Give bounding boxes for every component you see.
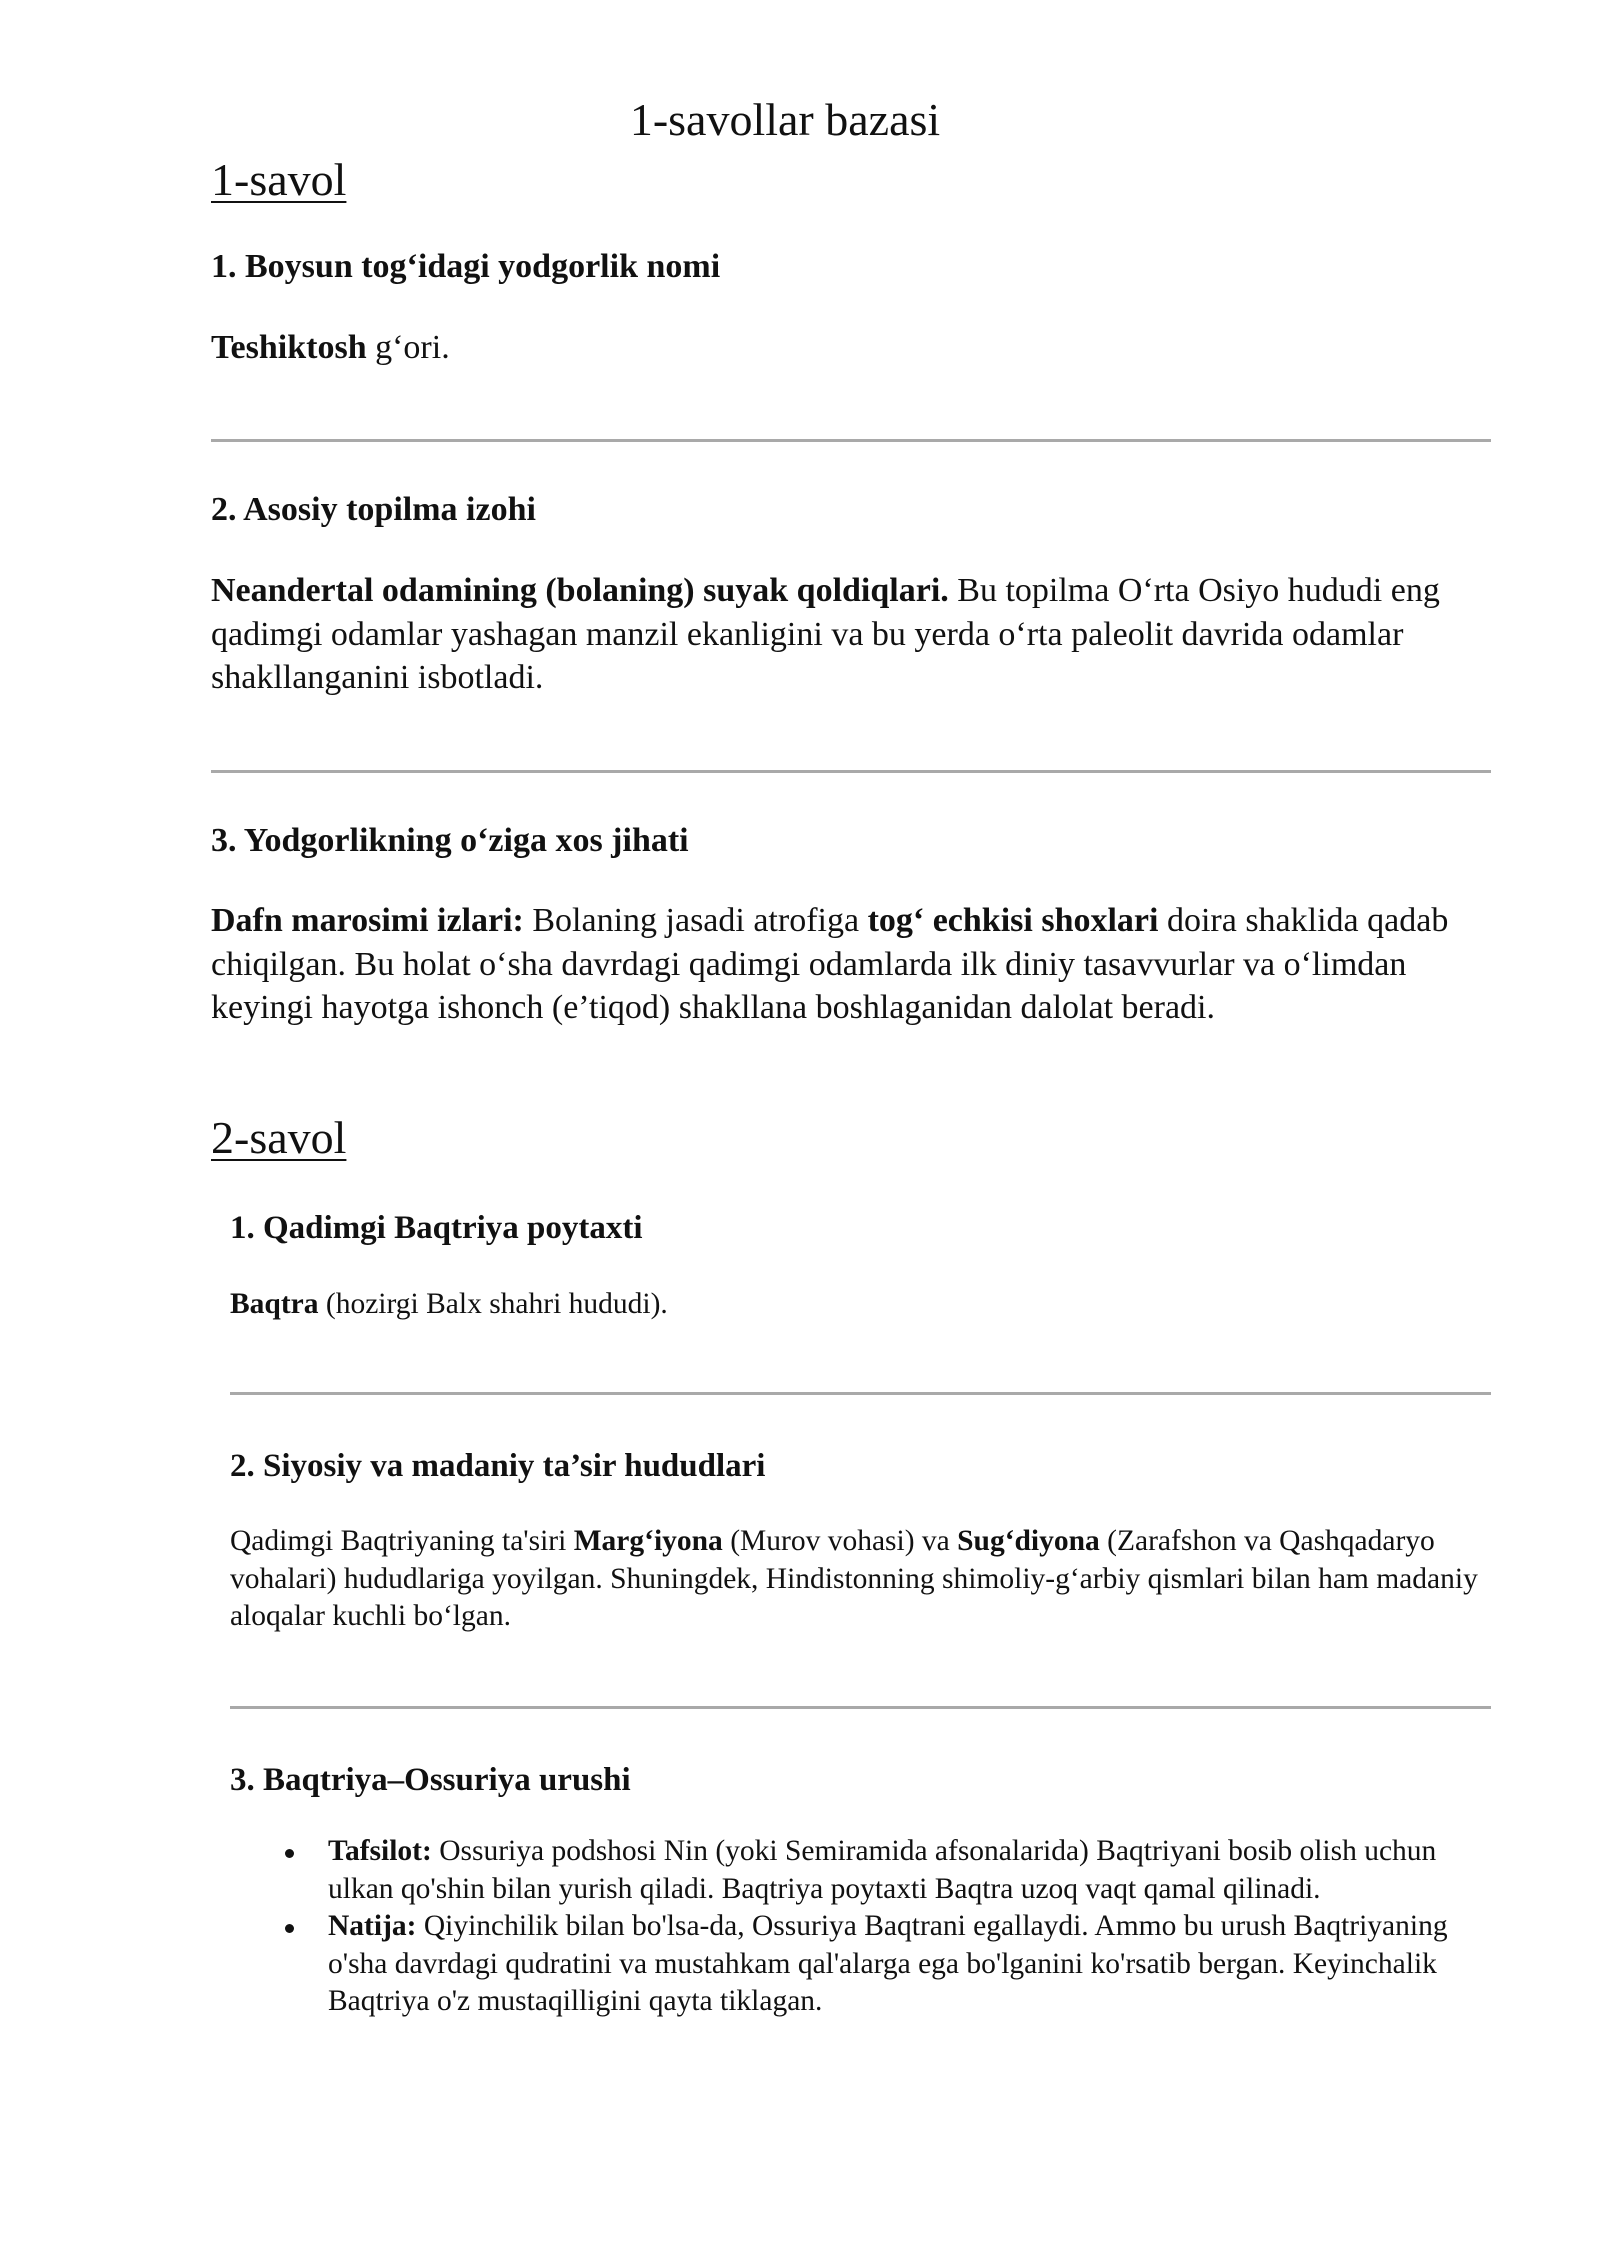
horizontal-divider <box>211 770 1491 773</box>
bullet-icon <box>285 1924 294 1933</box>
list-item <box>230 1833 1490 1908</box>
answer-highlight: Baqtra <box>230 1288 319 1320</box>
answer-text: Bolaning jasadi atrofiga <box>523 902 868 939</box>
answer-highlight: Sug‘diyona <box>957 1525 1100 1557</box>
bullet-icon <box>285 1849 294 1858</box>
question-heading: 2. Siyosiy va madaniy ta’sir hududlari <box>230 1448 766 1484</box>
question-answer <box>230 1286 1490 1324</box>
question-heading: 2. Asosiy topilma izohi <box>211 491 536 528</box>
question-answer <box>230 1523 1490 1636</box>
bullet-label: Tafsilot: <box>328 1835 432 1867</box>
document-title: 1-savollar bazasi <box>629 94 941 145</box>
horizontal-divider <box>230 1706 1491 1709</box>
question-answer <box>211 899 1501 1030</box>
section-heading-1: 1-savol <box>211 154 347 205</box>
answer-highlight: Neandertal odamining (bolaning) suyak qoldiqlari. <box>211 572 949 609</box>
question-answer <box>211 326 1501 370</box>
answer-highlight: Teshiktosh <box>211 329 367 366</box>
answer-text: (hozirgi Balx shahri hududi). <box>318 1288 668 1320</box>
answer-text: (Zarafshon va Qashqadaryo vohalari) hududlariga yoyilgan. Shuningdek, Hindistonning shimoliy-g‘arbiy qismlari bilan ham madaniy aloqalar kuchli bo‘lgan. <box>230 1525 1478 1632</box>
answer-highlight: tog‘ echkisi shoxlari <box>867 902 1159 939</box>
answer-text: Bu topilma O‘rta Osiyo hududi eng qadimgi odamlar yashagan manzil ekanligini va bu yerda o‘rta paleolit davrida odamlar shakllanganini isbotladi. <box>211 572 1440 696</box>
section-heading-2: 2-savol <box>211 1112 347 1163</box>
list-item <box>230 1908 1490 2021</box>
horizontal-divider <box>230 1392 1491 1395</box>
question-answer <box>211 569 1501 700</box>
answer-highlight: Marg‘iyona <box>573 1525 723 1557</box>
answer-text: (Murov vohasi) va <box>722 1525 958 1557</box>
bullet-text: Qiyinchilik bilan bo'lsa-da, Ossuriya Baqtrani egallaydi. Ammo bu urush Baqtriyaning o'sha davrdagi qudratini va mustahkam qal'alarga ega bo'lganini ko'rsatib bergan. Keyinchalik Baqtriya o'z mustaqilligini qayta tiklagan. <box>328 1910 1448 2017</box>
question-heading: 3. Yodgorlikning o‘ziga xos jihati <box>211 822 689 859</box>
bullet-label: Natija: <box>328 1910 417 1942</box>
answer-highlight: Dafn marosimi izlari: <box>211 902 524 939</box>
answer-text: Qadimgi Baqtriyaning ta'siri <box>230 1525 574 1557</box>
bullet-list <box>230 1833 1490 2021</box>
answer-text: g‘ori. <box>366 329 450 366</box>
horizontal-divider <box>211 439 1491 442</box>
question-heading: 1. Boysun tog‘idagi yodgorlik nomi <box>211 248 721 285</box>
question-heading: 3. Baqtriya–Ossuriya urushi <box>230 1762 631 1798</box>
answer-text: doira shaklida qadab chiqilgan. Bu holat o‘sha davrdagi qadimgi odamlarda ilk diniy tasavvurlar va o‘limdan keyingi hayotga ishonch (e’tiqod) shakllana boshlaganidan dalolat beradi. <box>211 902 1449 1026</box>
question-heading: 1. Qadimgi Baqtriya poytaxti <box>230 1210 643 1246</box>
bullet-text: Ossuriya podshosi Nin (yoki Semiramida afsonalarida) Baqtriyani bosib olish uchun ulkan qo'shin bilan yurish qiladi. Baqtriya poytaxti Baqtra uzoq vaqt qamal qilinadi. <box>328 1835 1437 1905</box>
